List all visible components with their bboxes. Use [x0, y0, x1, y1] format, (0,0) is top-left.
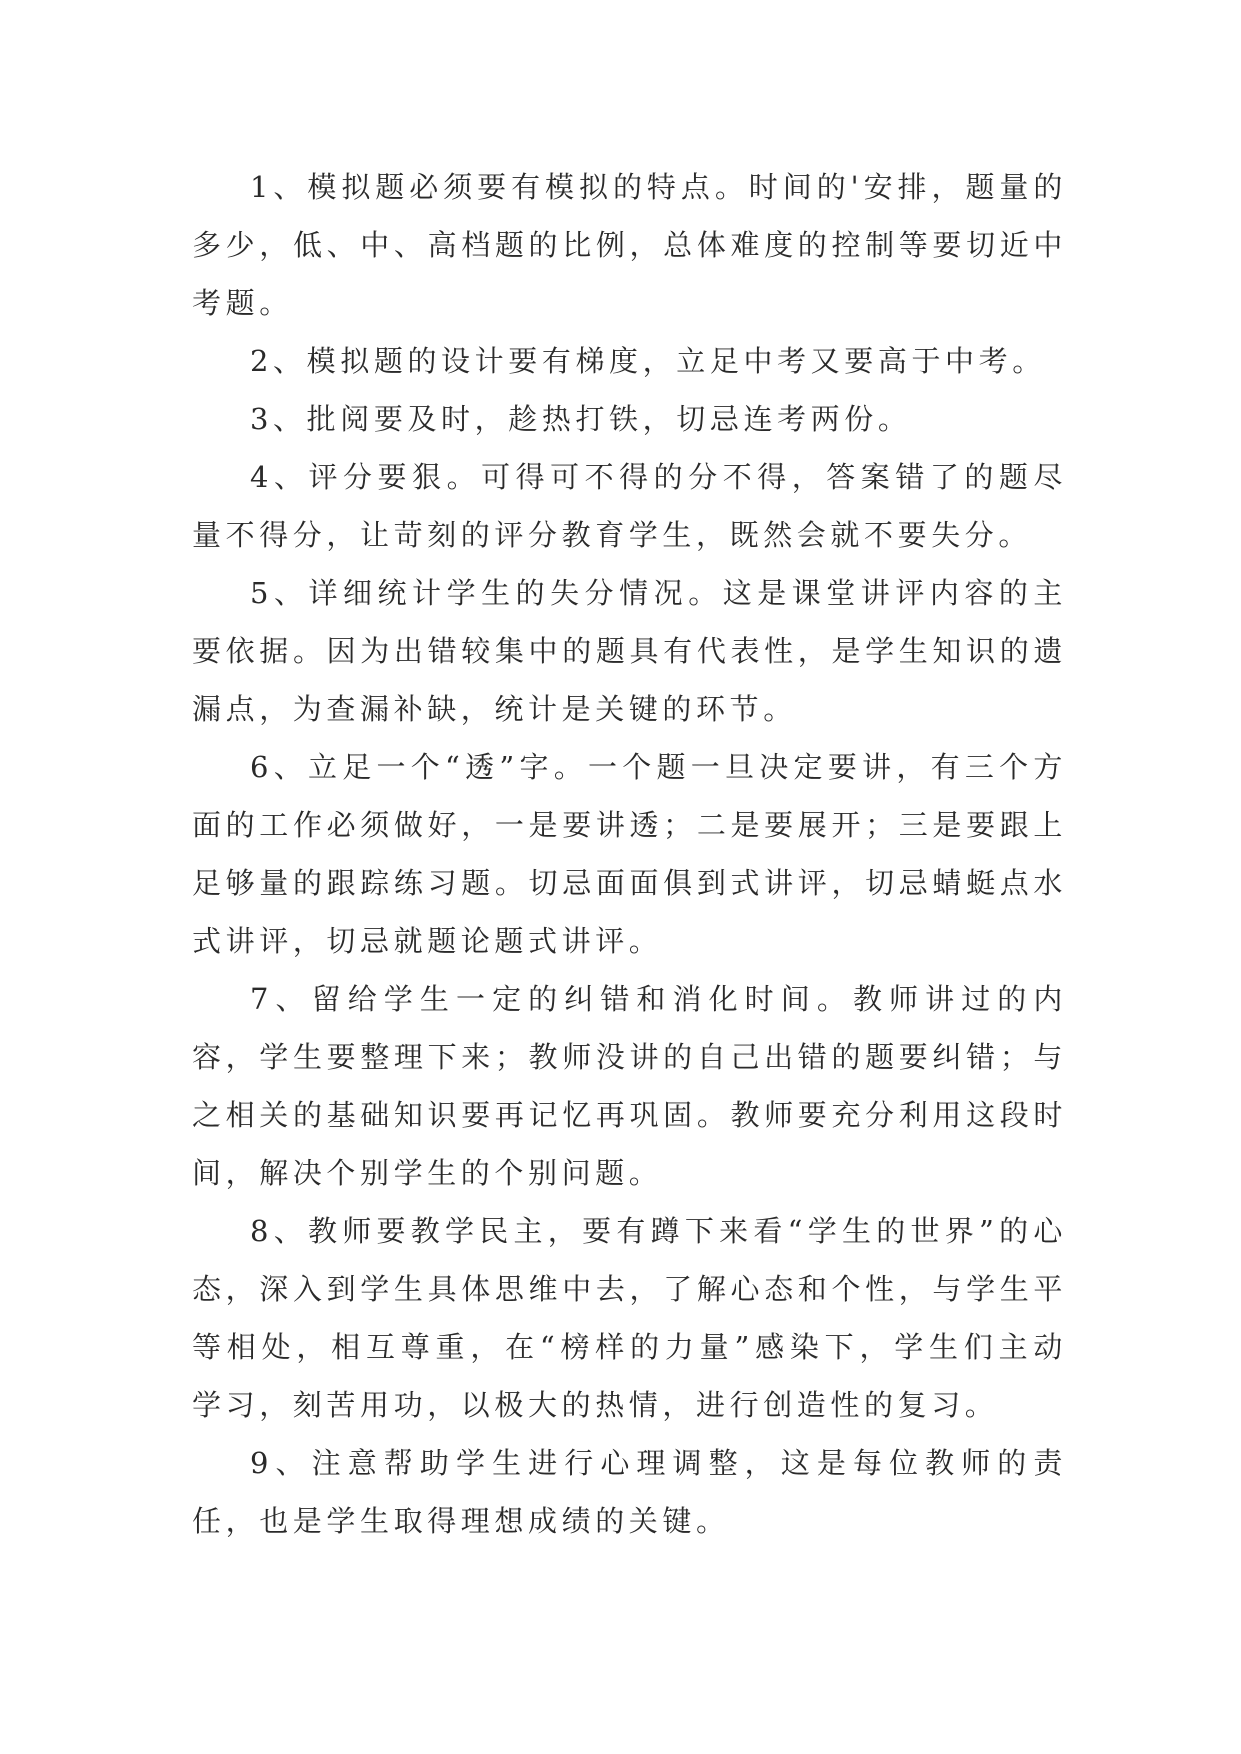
paragraph-5: 5、详细统计学生的失分情况。这是课堂讲评内容的主要依据。因为出错较集中的题具有代表性，是学生知识的遗漏点，为查漏补缺，统计是关键的环节。	[192, 576, 1067, 726]
paragraph-8: 8、教师要教学民主，要有蹲下来看“学生的世界”的心态，深入到学生具体思维中去，了解心态和个性，与学生平等相处，相互尊重，在“榜样的力量”感染下，学生们主动学习，刻苦用功，以极大的热情，进行创造性的复习。	[192, 1214, 1067, 1422]
paragraph-3: 3、批阅要及时，趁热打铁，切忌连考两份。	[250, 402, 912, 436]
paragraph-2: 2、模拟题的设计要有梯度，立足中考又要高于中考。	[250, 344, 1046, 378]
paragraph-1: 1、模拟题必须要有模拟的特点。时间的'安排，题量的多少，低、中、高档题的比例，总体难度的控制等要切近中考题。	[192, 170, 1067, 320]
document-body	[192, 158, 1067, 1550]
paragraph-7: 7、留给学生一定的纠错和消化时间。教师讲过的内容，学生要整理下来；教师没讲的自己出错的题要纠错；与之相关的基础知识要再记忆再巩固。教师要充分利用这段时间，解决个别学生的个别问题。	[192, 982, 1067, 1190]
paragraph-4: 4、评分要狠。可得可不得的分不得，答案错了的题尽量不得分，让苛刻的评分教育学生，既然会就不要失分。	[192, 460, 1067, 552]
paragraph-6: 6、立足一个“透”字。一个题一旦决定要讲，有三个方面的工作必须做好，一是要讲透；二是要展开；三是要跟上足够量的跟踪练习题。切忌面面俱到式讲评，切忌蜻蜓点水式讲评，切忌就题论题式讲评。	[192, 750, 1067, 958]
paragraph-9: 9、注意帮助学生进行心理调整，这是每位教师的责任，也是学生取得理想成绩的关键。	[192, 1446, 1067, 1538]
